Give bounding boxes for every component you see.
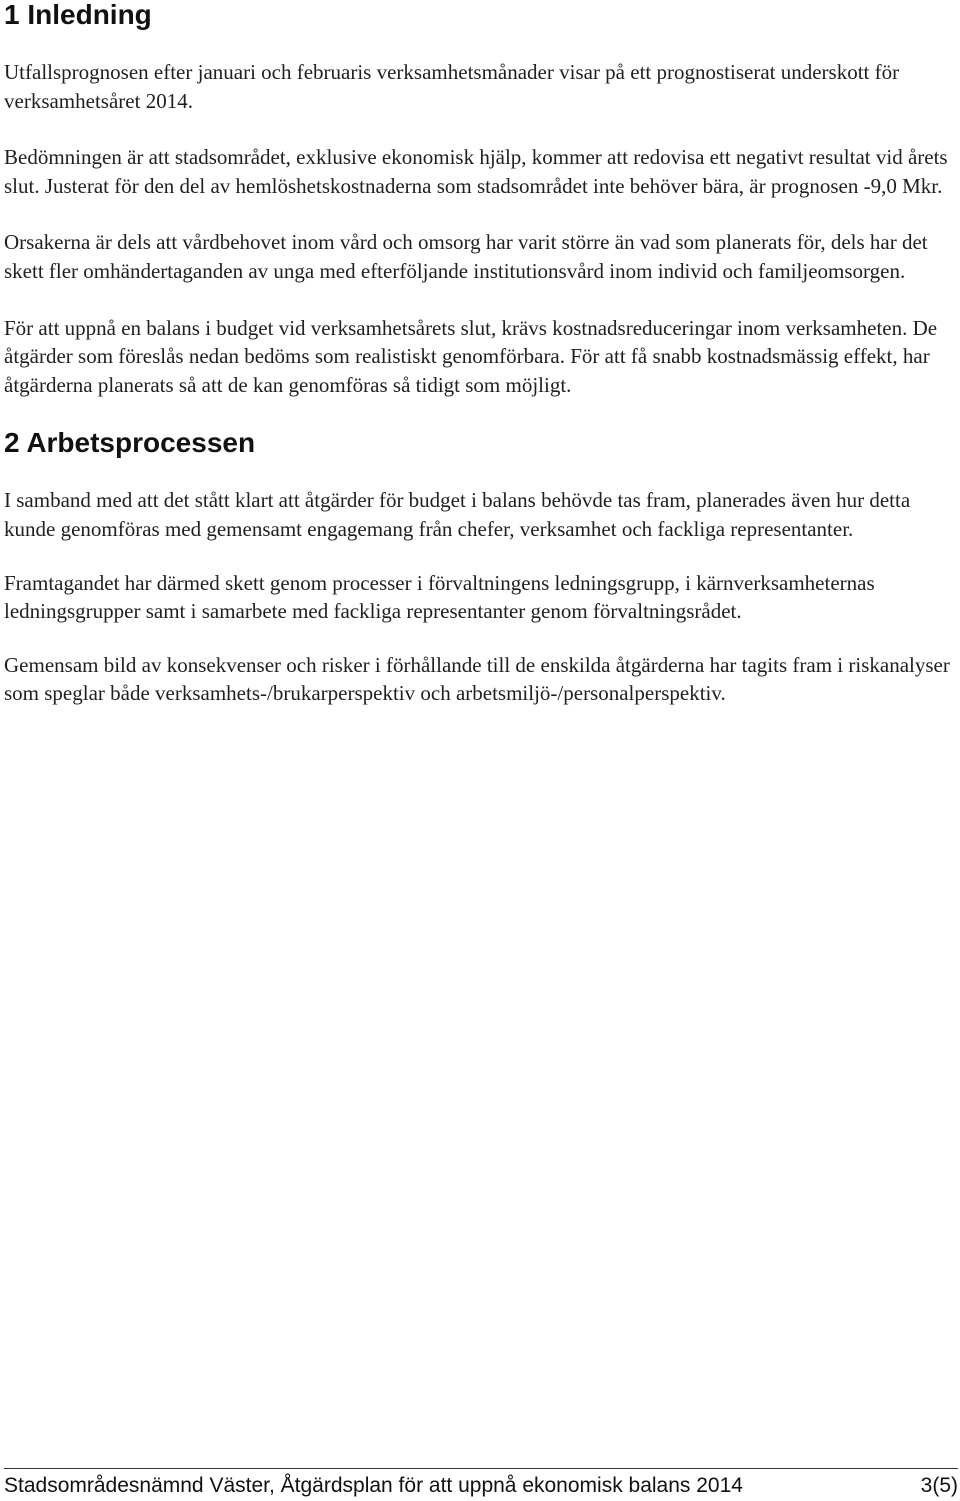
document-page [4,0,952,733]
paragraph: För att uppnå en balans i budget vid verksamhetsårets slut, krävs kostnadsreduceringar inom verksamheten. De åtgärder som föreslås nedan bedöms som realistiskt genomförbara. För att få snabb kostnadsmässig effekt, har åtgärderna planerats så att de kan genomföras så tidigt som möjligt. [4,315,938,397]
page-number: 3(5) [920,1474,958,1497]
footer-title: Stadsområdesnämnd Väster, Åtgärdsplan för att uppnå ekonomisk balans 2014 [4,1474,743,1497]
paragraph: Framtagandet har därmed skett genom processer i förvaltningens ledningsgrupp, i kärnverksamheternas ledningsgrupper samt i samarbete med fackliga representanter genom förvaltningsrådet. [4,570,875,624]
section-arbetsprocessen [4,428,952,708]
paragraph: Gemensam bild av konsekvenser och risker i förhållande till de enskilda åtgärderna har tagits fram i riskanalyser som speglar både verksamhets-/brukarperspektiv och arbetsmiljö-/personalperspektiv. [4,652,950,706]
paragraph: Orsakerna är dels att vårdbehovet inom vård och omsorg har varit större än vad som planerats för, dels har det skett fler omhändertaganden av unga med efterföljande institutionsvård inom individ och familjeomsorgen. [4,230,928,283]
paragraph: I samband med att det stått klart att åtgärder för budget i balans behövde tas fram, planerades även hur detta kunde genomföras med gemensamt engagemang från chefer, verksamhet och fackliga representanter. [4,488,911,541]
page-footer [4,1468,958,1499]
paragraph: Bedömningen är att stadsområdet, exklusive ekonomisk hjälp, kommer att redovisa ett negativt resultat vid årets slut. Justerat för den del av hemlöshetskostnaderna som stadsområdet inte behöver bära, är prognosen -9,0 Mkr. [4,145,948,198]
section-heading: 2 Arbetsprocessen [4,427,256,459]
section-heading: 1 Inledning [4,0,152,30]
paragraph: Utfallsprognosen efter januari och februaris verksamhetsmånader visar på ett prognostiserat underskott för verksamhetsåret 2014. [4,60,900,113]
section-inledning [4,0,952,399]
